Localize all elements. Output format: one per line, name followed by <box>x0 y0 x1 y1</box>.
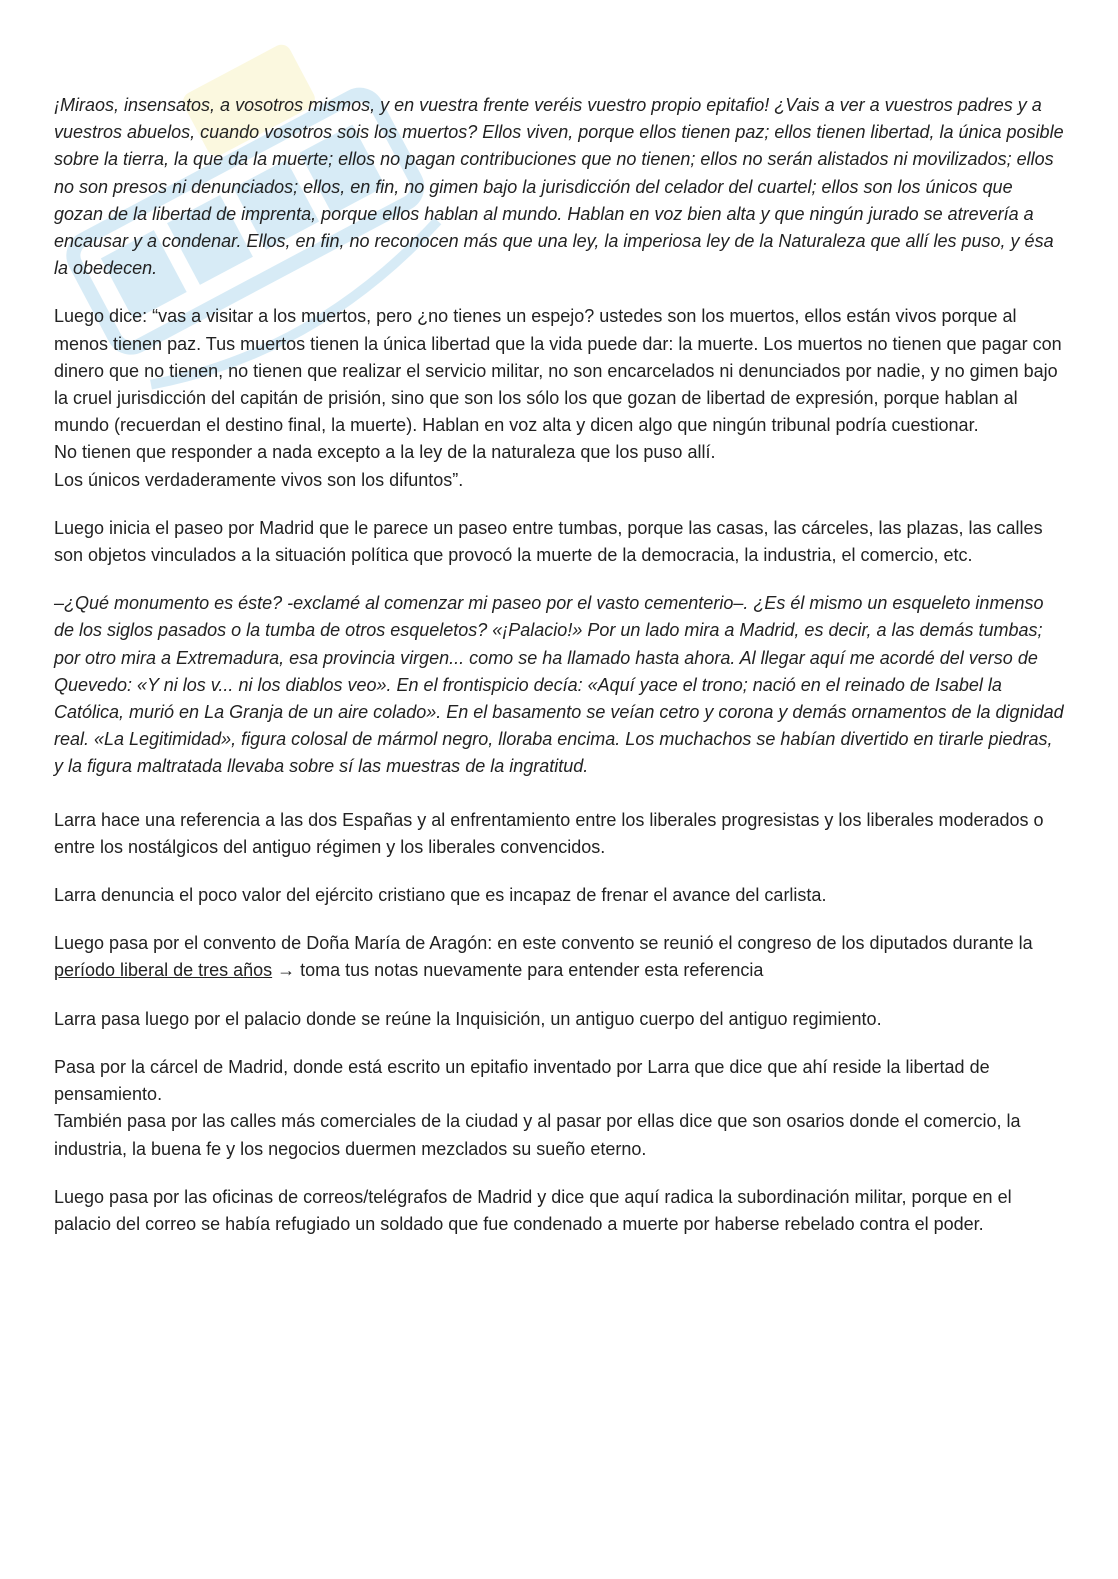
paragraph-9a: Pasa por la cárcel de Madrid, donde está escrito un epitafio inventado por Larra que dice que ahí reside la libertad de pensamiento. <box>54 1056 990 1105</box>
document-body <box>54 92 1064 1259</box>
paragraph-2a: Luego dice: “vas a visitar a los muertos, pero ¿no tienes un espejo? ustedes son los muertos, ellos están vivos porque al menos tienen paz. Tus muertos tienen la única libertad que la vida puede dar: la muerte. Los muertos no tienen que pagar con dinero que no tienen, no tienen que realizar el servicio militar, no son encarcelados ni denunciados por nadie, y no gimen bajo la cruel jurisdicción del capitán de prisión, sino que son los sólo los que gozan de libertad de expresión, porque hablan al mundo (recuerdan el destino final, la muerte). Hablan en voz alta y dicen algo que ningún tribunal podría cuestionar. <box>54 306 1062 436</box>
paragraph-7-text-before: Luego pasa por el convento de Doña María de Aragón: en este convento se reunió el congreso de los diputados durante la <box>54 933 1033 954</box>
paragraph-6: Larra denuncia el poco valor del ejército cristiano que es incapaz de frenar el avance del carlista. <box>54 885 827 906</box>
quote-paragraph-1: ¡Miraos, insensatos, a vosotros mismos, y en vuestra frente veréis vuestro propio epitafio! ¿Vais a ver a vuestros padres y a vuestros abuelos, cuando vosotros sois los muertos? Ellos viven, porque ellos tienen paz; ellos tienen libertad, la única posible sobre la tierra, la que da la muerte; ellos no pagan contribuciones que no tienen; ellos no serán alistados ni movilizados; ellos no son presos ni denunciados; ellos, en fin, no gimen bajo la jurisdicción del celador del cuartel; ellos son los únicos que gozan de la libertad de imprenta, porque ellos hablan al mundo. Hablan en voz bien alta y que ningún jurado se atrevería a encausar y a condenar. Ellos, en fin, no reconocen más que una ley, la imperiosa ley de la Naturaleza que allí les puso, y ésa la obedecen. <box>54 95 1064 279</box>
paragraph-9b: También pasa por las calles más comerciales de la ciudad y al pasar por ellas dice que son osarios donde el comercio, la industria, la buena fe y los negocios duermen mezclados su sueño eterno. <box>54 1111 1021 1159</box>
paragraph-2c: Los únicos verdaderamente vivos son los difuntos”. <box>54 469 464 490</box>
paragraph-7-text-after: → toma tus notas nuevamente para entender esta referencia <box>272 960 764 981</box>
liberal-period-link[interactable]: período liberal de tres años <box>54 960 273 981</box>
paragraph-2b: No tienen que responder a nada excepto a la ley de la naturaleza que los puso allí. <box>54 442 716 463</box>
paragraph-7 <box>54 930 1064 984</box>
paragraph-10: Luego pasa por las oficinas de correos/telégrafos de Madrid y dice que aquí radica la subordinación militar, porque en el palacio del correo se había refugiado un soldado que fue condenado a muerte por haberse rebelado contra el poder. <box>54 1186 1012 1234</box>
quote-paragraph-4: –¿Qué monumento es éste? -exclamé al comenzar mi paseo por el vasto cementerio–. ¿Es él mismo un esqueleto inmenso de los siglos pasados o la tumba de otros esqueletos? «¡Palacio!» Por un lado mira a Madrid, es decir, a las demás tumbas; por otro mira a Extremadura, esa provincia virgen... como se ha llamado hasta ahora. Al llegar aquí me acordé del verso de Quevedo: «Y ni los v... ni los diablos veo». En el frontispicio decía: «Aquí yace el trono; nació en el reinado de Isabel la Católica, murió en La Granja de un aire colado». En el basamento se veían cetro y corona y demás ornamentos de la dignidad real. «La Legitimidad», figura colosal de mármol negro, lloraba encima. Los muchachos se habían divertido en tirarle piedras, y la figura maltratada llevaba sobre sí las muestras de la ingratitud. <box>54 593 1064 777</box>
paragraph-5: Larra hace una referencia a las dos Españas y al enfrentamiento entre los liberales progresistas y los liberales moderados o entre los nostálgicos del antiguo régimen y los liberales convencidos. <box>54 809 1044 857</box>
paragraph-3: Luego inicia el paseo por Madrid que le parece un paseo entre tumbas, porque las casas, las cárceles, las plazas, las calles son objetos vinculados a la situación política que provocó la muerte de la democracia, la industria, el comercio, etc. <box>54 517 1043 566</box>
paragraph-8: Larra pasa luego por el palacio donde se reúne la Inquisición, un antiguo cuerpo del antiguo regimiento. <box>54 1008 882 1029</box>
